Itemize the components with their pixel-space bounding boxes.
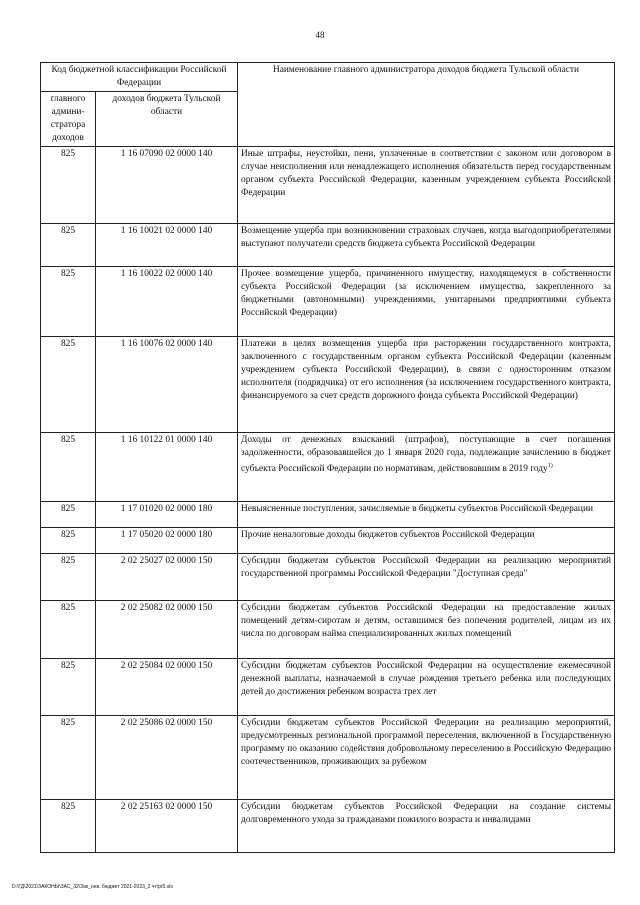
table-row — [41, 659, 615, 716]
table-row — [41, 716, 615, 800]
admin-code-cell: 825 — [41, 716, 96, 800]
revenue-name-cell — [238, 433, 615, 502]
admin-code-cell: 825 — [41, 659, 96, 716]
admin-code-cell: 825 — [41, 528, 96, 554]
table-row — [41, 147, 615, 224]
table-row — [41, 800, 615, 853]
header-admin-column: главного админи-стратора доходов — [41, 92, 96, 147]
budget-classification-table — [40, 62, 615, 853]
table-row — [41, 554, 615, 601]
budget-code-cell: 1 17 05020 02 0000 180 — [96, 528, 238, 554]
revenue-name-cell — [238, 528, 615, 554]
admin-code-cell: 825 — [41, 147, 96, 224]
revenue-name-text: Субсидии бюджетам субъектов Российской Федерации на предоставление жилых помещений детям-сиротам и детям, оставшимся без попечения родителей, лицам из их числа по договорам найма специализированных жилых помещений — [241, 603, 611, 639]
revenue-name-cell — [238, 659, 615, 716]
table-row — [41, 601, 615, 659]
revenue-name-text: Субсидии бюджетам субъектов Российской Федерации на осуществление ежемесячной денежной выплаты, назначаемой в случае рождения третьего ребенка или последующих детей до достижения ребенком возраста трех лет — [241, 661, 611, 697]
admin-code-cell: 825 — [41, 554, 96, 601]
revenue-name-text: Доходы от денежных взысканий (штрафов), поступающие в счет погашения задолженности, образовавшейся до 1 января 2020 года, подлежащие зачислению в бюджет субъекта Российской Федерации по нормативам, действовавшим в 2019 году — [241, 435, 611, 475]
admin-code-cell: 825 — [41, 433, 96, 502]
file-path-footer: D:\ГД\2021\ЗАКОНЫ\ЗАС_32\Зак_нев. бюджет 2021-2023_2 чт\pr5.xls — [12, 884, 173, 890]
budget-code-cell: 2 02 25086 02 0000 150 — [96, 716, 238, 800]
admin-code-cell: 825 — [41, 800, 96, 853]
revenue-name-text: Субсидии бюджетам субъектов Российской Федерации на создание системы долговременного ухода за гражданами пожилого возраста и инвалидами — [241, 802, 611, 825]
revenue-name-text: Субсидии бюджетам субъектов Российской Федерации на реализацию мероприятий государственной программы Российской Федерации "Доступная среда" — [241, 556, 611, 579]
admin-code-cell: 825 — [41, 337, 96, 433]
footnote-marker: 1) — [547, 463, 553, 469]
table-row — [41, 224, 615, 267]
revenue-name-cell — [238, 554, 615, 601]
revenue-name-text: Прочее возмещение ущерба, причиненного имуществу, находящемуся в собственности субъекта Российской Федерации (за исключением имущества, закрепленного за бюджетными (автономными) учреждениями, унитарными предприятиями субъекта Российской Федерации) — [241, 269, 611, 318]
budget-code-cell: 2 02 25084 02 0000 150 — [96, 659, 238, 716]
table-row — [41, 267, 615, 337]
header-group-label: Код бюджетной классификации Российской Федерации — [41, 63, 238, 92]
revenue-name-cell — [238, 337, 615, 433]
revenue-name-text: Прочие неналоговые доходы бюджетов субъектов Российской Федерации — [241, 530, 535, 540]
revenue-name-cell — [238, 601, 615, 659]
budget-code-cell: 2 02 25027 02 0000 150 — [96, 554, 238, 601]
revenue-name-cell — [238, 716, 615, 800]
budget-code-cell: 1 16 10122 01 0000 140 — [96, 433, 238, 502]
admin-code-cell: 825 — [41, 601, 96, 659]
revenue-name-text: Иные штрафы, неустойки, пени, уплаченные в соответствии с законом или договором в случае неисполнения или ненадлежащего исполнения обязательств перед государственным органом субъекта Российской Федерации, казенным учреждением субъекта Российской Федерации — [241, 149, 611, 198]
budget-code-cell: 1 17 01020 02 0000 180 — [96, 502, 238, 528]
header-name-column: Наименование главного администратора доходов бюджета Тульской области — [238, 63, 615, 147]
budget-code-cell: 2 02 25082 02 0000 150 — [96, 601, 238, 659]
table-row — [41, 528, 615, 554]
admin-code-cell: 825 — [41, 224, 96, 267]
budget-code-cell: 2 02 25163 02 0000 150 — [96, 800, 238, 853]
budget-code-cell: 1 16 10022 02 0000 140 — [96, 267, 238, 337]
revenue-name-text: Невыясненные поступления, зачисляемые в бюджеты субъектов Российской Федерации — [241, 504, 593, 514]
revenue-name-text: Субсидии бюджетам субъектов Российской Федерации на реализацию мероприятий, предусмотренных региональной программой переселения, включенной в Государственную программу по оказанию содействия добровольному переселению в Российскую Федерацию соотечественников, проживающих за рубежом — [241, 718, 611, 767]
revenue-name-text: Возмещение ущерба при возникновении страховых случаев, когда выгодоприобретателями выступают получатели средств бюджета субъекта Российской Федерации — [241, 226, 611, 249]
header-code-column: доходов бюджета Тульской области — [96, 92, 238, 147]
table-row — [41, 337, 615, 433]
budget-code-cell: 1 16 07090 02 0000 140 — [96, 147, 238, 224]
table-row — [41, 502, 615, 528]
revenue-name-cell — [238, 800, 615, 853]
revenue-name-cell — [238, 147, 615, 224]
page-number: 48 — [315, 30, 325, 40]
revenue-name-cell — [238, 502, 615, 528]
admin-code-cell: 825 — [41, 267, 96, 337]
revenue-name-text: Платежи в целях возмещения ущерба при расторжении государственного контракта, заключенного с государственным органом субъекта Российской Федерации (казенным учреждением субъекта Российской Федерации), в связи с односторонним отказом исполнителя (подрядчика) от его исполнения (за исключением государственного контракта, финансируемого за счет средств дорожного фонда субъекта Российской Федерации) — [241, 339, 611, 401]
admin-code-cell: 825 — [41, 502, 96, 528]
revenue-name-cell — [238, 267, 615, 337]
revenue-name-cell — [238, 224, 615, 267]
table-row — [41, 433, 615, 502]
budget-code-cell: 1 16 10021 02 0000 140 — [96, 224, 238, 267]
budget-code-cell: 1 16 10076 02 0000 140 — [96, 337, 238, 433]
